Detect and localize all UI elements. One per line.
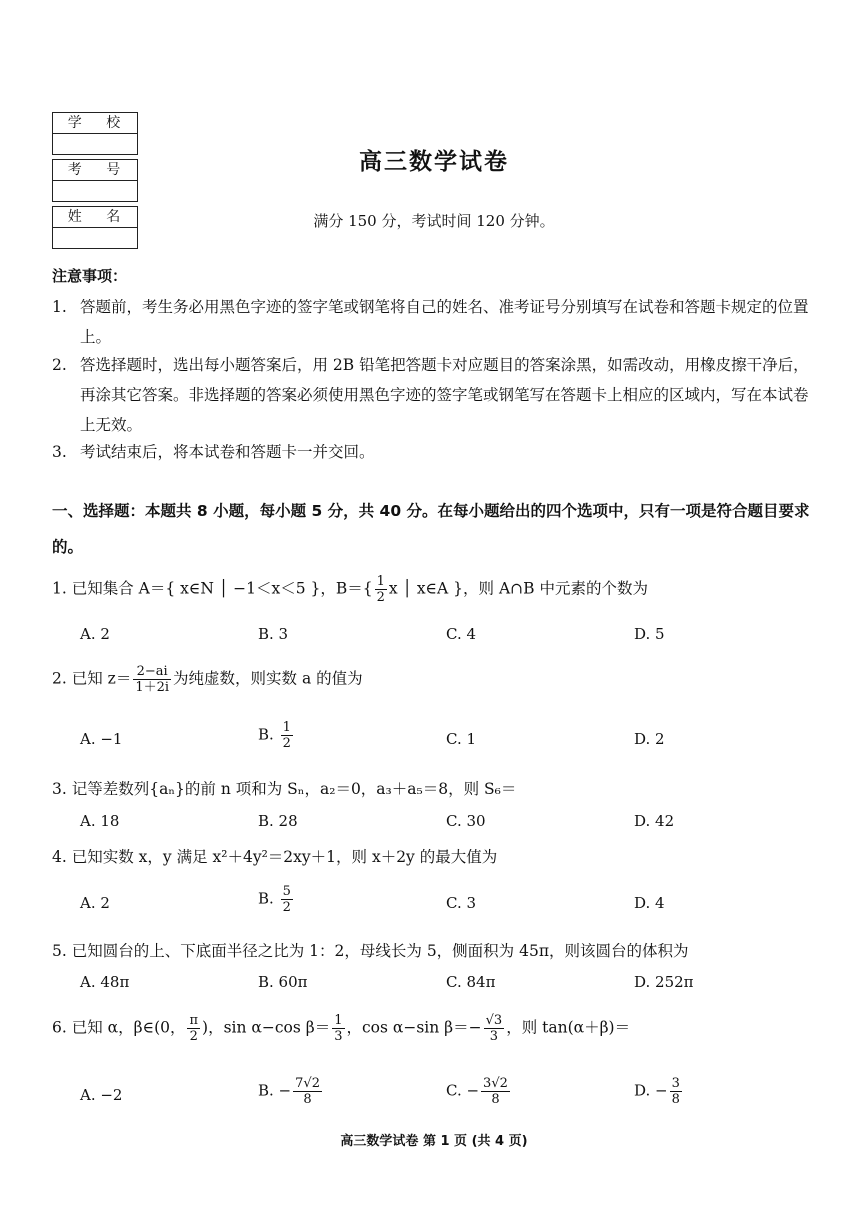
question-text: 记等差数列{aₙ}的前 n 项和为 Sₙ，a₂＝0，a₃＋a₅＝8，则 S₆＝	[71, 780, 517, 798]
option-d[interactable]	[634, 1076, 684, 1107]
option-d[interactable]: D. 252π	[634, 973, 694, 991]
notice-text: 答选择题时，选出每小题答案后，用 2B 铅笔把答题卡对应题目的答案涂黑，如需改动，用橡皮擦干净后，再涂其它答案。非选择题的答案必须使用黑色字迹的签字笔或钢笔写在答题卡上相应的区域内，写在本试卷上无效。	[80, 356, 809, 434]
numerator: 1	[334, 1013, 343, 1028]
question-text: 已知圆台的上、下底面半径之比为 1：2，母线长为 5，侧面积为 45π，则该圆台的体积为	[71, 942, 689, 960]
question-number: 6.	[52, 1018, 67, 1037]
question-text: ，则 tan(α＋β)＝	[506, 1018, 631, 1037]
denominator: 2	[376, 590, 385, 605]
option-a[interactable]: A. 2	[80, 894, 110, 912]
question-number: 1.	[52, 579, 67, 598]
fraction	[332, 1013, 344, 1044]
fraction	[281, 884, 293, 915]
question-text: ，cos α−sin β＝−	[346, 1018, 482, 1037]
notice-text: 答题前，考生务必用黑色字迹的签字笔或钢笔将自己的姓名、准考证号分别填写在试卷和答题卡规定的位置上。	[80, 298, 809, 346]
question-text: 已知实数 x，y 满足 x²＋4y²＝2xy＋1，则 x＋2y 的最大值为	[71, 848, 498, 866]
option-c[interactable]: C. 1	[446, 730, 477, 748]
fraction	[375, 574, 387, 605]
notice-num: 2.	[52, 356, 67, 374]
option-d[interactable]: D. 4	[634, 894, 665, 912]
question-1	[52, 574, 648, 605]
option-c[interactable]: C. 4	[446, 625, 477, 643]
option-b[interactable]	[258, 1076, 324, 1107]
denominator: 2	[282, 900, 291, 915]
notice-num: 3.	[52, 443, 67, 461]
denominator: 8	[671, 1092, 680, 1107]
numerator: 5	[282, 884, 291, 899]
numerator: 1	[282, 720, 291, 735]
denominator: 3	[489, 1029, 499, 1044]
question-number: 4.	[52, 848, 67, 866]
option-b[interactable]: B. 28	[258, 812, 298, 830]
fraction	[484, 1013, 505, 1044]
name-label: 姓 名	[53, 207, 137, 228]
page-footer: 高三数学试卷 第 1 页 (共 4 页)	[340, 1134, 528, 1149]
option-d[interactable]: D. 42	[634, 812, 675, 830]
option-d[interactable]: D. 5	[634, 625, 665, 643]
fraction	[133, 664, 171, 695]
denominator: 2	[189, 1029, 198, 1044]
denominator: 8	[491, 1092, 500, 1107]
question-6	[52, 1013, 630, 1044]
option-a[interactable]: A. 18	[80, 812, 120, 830]
option-a[interactable]: A. −2	[80, 1086, 123, 1104]
question-text: x │ x∈A }，则 A∩B 中元素的个数为	[388, 579, 648, 598]
option-b[interactable]	[258, 884, 295, 915]
option-a[interactable]: A. 2	[80, 625, 110, 643]
option-a[interactable]: A. 48π	[80, 973, 130, 991]
question-4	[52, 845, 497, 867]
option-label: D. −	[634, 1081, 668, 1100]
numerator: 2−ai	[133, 664, 171, 680]
notice-item	[52, 292, 822, 352]
notice-text: 考试结束后，将本试卷和答题卡一并交回。	[80, 443, 375, 461]
notice-item	[52, 350, 822, 440]
fraction	[281, 720, 293, 751]
fraction	[187, 1013, 200, 1044]
denominator: 1＋2i	[135, 680, 170, 695]
school-label: 学 校	[53, 113, 137, 134]
fraction	[481, 1076, 510, 1107]
option-a[interactable]: A. −1	[80, 730, 123, 748]
numerator: 1	[376, 574, 385, 589]
notice-num: 1.	[52, 298, 67, 316]
fraction	[293, 1076, 322, 1107]
question-text: 已知 z＝	[71, 669, 132, 688]
question-2	[52, 664, 363, 695]
denominator: 8	[303, 1092, 312, 1107]
exam-number-label: 考 号	[53, 160, 137, 181]
numerator: √3	[485, 1013, 503, 1028]
option-b[interactable]: B. 60π	[258, 973, 308, 991]
numerator: π	[189, 1013, 199, 1028]
name-field[interactable]	[53, 228, 137, 248]
fraction	[670, 1076, 682, 1107]
numerator: 3	[671, 1076, 680, 1091]
page-title: 高三数学试卷	[359, 149, 509, 175]
question-number: 2.	[52, 669, 67, 688]
question-text: 已知集合 A＝{ x∈N │ −1＜x＜5 }，B＝{	[71, 579, 373, 598]
question-text: 为纯虚数，则实数 a 的值为	[173, 669, 363, 688]
question-number: 5.	[52, 942, 67, 960]
numerator: 7√2	[295, 1076, 320, 1091]
denominator: 3	[334, 1029, 343, 1044]
denominator: 2	[282, 736, 291, 751]
option-c[interactable]: C. 30	[446, 812, 486, 830]
option-label: B.	[258, 889, 274, 908]
option-c[interactable]: C. 3	[446, 894, 477, 912]
question-3	[52, 777, 516, 799]
option-label: C. −	[446, 1081, 480, 1100]
option-d[interactable]: D. 2	[634, 730, 665, 748]
numerator: 3√2	[483, 1076, 508, 1091]
question-5	[52, 939, 689, 961]
option-label: B. −	[258, 1081, 292, 1100]
exam-info: 满分 150 分，考试时间 120 分钟。	[313, 212, 555, 230]
exam-number-field[interactable]	[53, 181, 137, 201]
question-text: 已知 α，β∈(0，	[71, 1018, 186, 1037]
notice-heading: 注意事项：	[52, 267, 128, 285]
section-heading: 一、选择题：本题共 8 小题，每小题 5 分，共 40 分。在每小题给出的四个选项中，只有一项是符合题目要求的。	[52, 502, 810, 556]
option-b[interactable]: B. 3	[258, 625, 289, 643]
question-text: )，sin α−cos β＝	[202, 1018, 331, 1037]
notice-item	[52, 437, 822, 467]
option-b[interactable]	[258, 720, 295, 751]
question-number: 3.	[52, 780, 67, 798]
option-label: B.	[258, 725, 274, 744]
option-c[interactable]	[446, 1076, 512, 1107]
option-c[interactable]: C. 84π	[446, 973, 496, 991]
